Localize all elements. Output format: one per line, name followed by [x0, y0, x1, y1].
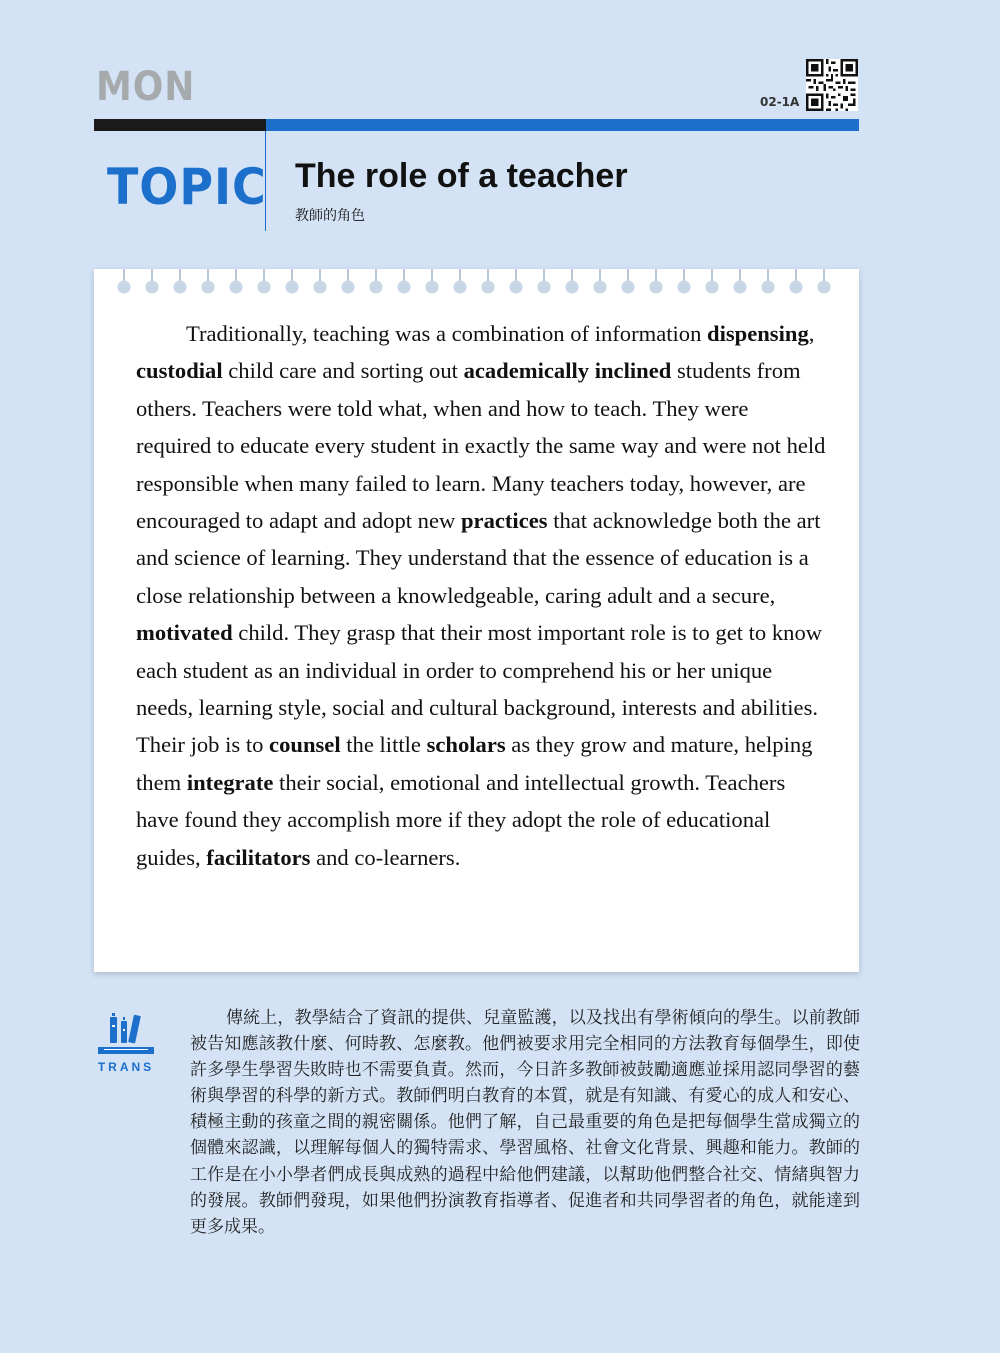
passage-text: Traditionally, teaching was a combination of information — [186, 321, 708, 346]
binder-hole — [566, 281, 579, 294]
passage-text: child. They grasp that their most important role is to get to know each student as an individual in order to comprehend his or her unique needs, learning style, social and cultural background, interests and abilities. Their job is to — [136, 620, 823, 758]
vocab-term: custodial — [136, 358, 223, 384]
vocab-term: counsel — [269, 732, 341, 758]
day-label: MON — [96, 64, 196, 110]
binder-hole — [538, 281, 551, 294]
binder-hole — [146, 281, 159, 294]
translation-text: 傳統上，教學結合了資訊的提供、兒童監護，以及找出有學術傾向的學生。以前教師被告知應該教什麼、何時教、怎麼教。他們被要求用完全相同的方法教育每個學生，即使許多學生學習失敗時也不需要負責。然而，今日許多教師被鼓勵適應並採用認同學習的藝術與學習的科學的新方式。教師們明白教育的本質，就是有知識、有愛心的成人和安心、積極主動的孩童之間的親密關係。他們了解，自己最重要的角色是把每個學生當成獨立的個體來認識，以理解每個人的獨特需求、學習風格、社會文化背景、興趣和能力。教師的工作是在小小學者們成長與成熟的過程中給他們建議，以幫助他們整合社交、情緒與智力的發展。教師們發現，如果他們扮演教育指導者、促進者和共同學習者的角色，就能達到更多成果。 — [190, 1008, 860, 1237]
binder-hole — [426, 281, 439, 294]
binder-hole — [678, 281, 691, 294]
page-subtitle: 教師的角色 — [295, 208, 365, 224]
binder-hole — [202, 281, 215, 294]
binder-hole — [790, 281, 803, 294]
passage-text: their social, emotional and intellectual growth. Teachers have found they accomplish more if they adopt the role of educational guides, — [136, 769, 786, 870]
binder-hole — [230, 281, 243, 294]
vocab-term: facilitators — [206, 844, 311, 870]
binder-hole — [286, 281, 299, 294]
vocab-term: scholars — [426, 732, 506, 758]
notepad-card — [94, 269, 859, 972]
qr-code-icon[interactable] — [806, 59, 858, 111]
binder-hole — [454, 281, 467, 294]
binder-hole — [118, 281, 131, 294]
passage-text: the little — [340, 732, 427, 758]
vocab-term: dispensing — [707, 321, 809, 346]
passage-text: students from others. Teachers were told what, when and how to teach. They were required to educate every student in exactly the same way and were not held responsible when many failed to learn. Many teachers today, however, are encouraged to adapt and adopt new — [136, 358, 826, 534]
binder-holes — [94, 269, 859, 299]
binder-hole — [174, 281, 187, 294]
passage-text: , — [808, 321, 815, 346]
binder-hole — [706, 281, 719, 294]
passage-text: that acknowledge both the art and science of learning. They understand that the essence of education is a close relationship between a knowledgeable, caring adult and a secure, — [136, 508, 821, 608]
binder-hole — [818, 281, 831, 294]
header-bar-blue — [266, 119, 859, 131]
binder-hole — [734, 281, 747, 294]
binder-hole — [622, 281, 635, 294]
vocab-term: academically inclined — [463, 358, 672, 384]
vocab-term: motivated — [136, 620, 233, 646]
binder-hole — [398, 281, 411, 294]
binder-hole — [762, 281, 775, 294]
reading-passage — [136, 315, 826, 876]
topic-label: TOPIC — [107, 158, 267, 216]
header-bar-dark — [94, 119, 266, 131]
binder-hole — [342, 281, 355, 294]
vocab-term: integrate — [186, 769, 274, 795]
binder-hole — [650, 281, 663, 294]
binder-hole — [594, 281, 607, 294]
binder-hole — [258, 281, 271, 294]
audio-track-code: 02-1A — [760, 95, 800, 109]
trans-label: TRANS — [97, 1060, 155, 1074]
passage-text: as they grow and mature, helping them — [136, 732, 813, 795]
binder-hole — [314, 281, 327, 294]
binder-hole — [482, 281, 495, 294]
binder-hole — [510, 281, 523, 294]
binder-hole — [370, 281, 383, 294]
passage-text: and co-learners. — [310, 844, 461, 870]
vocab-term: practices — [460, 508, 548, 534]
passage-text: child care and sorting out — [222, 358, 464, 384]
page-title: The role of a teacher — [295, 157, 628, 195]
